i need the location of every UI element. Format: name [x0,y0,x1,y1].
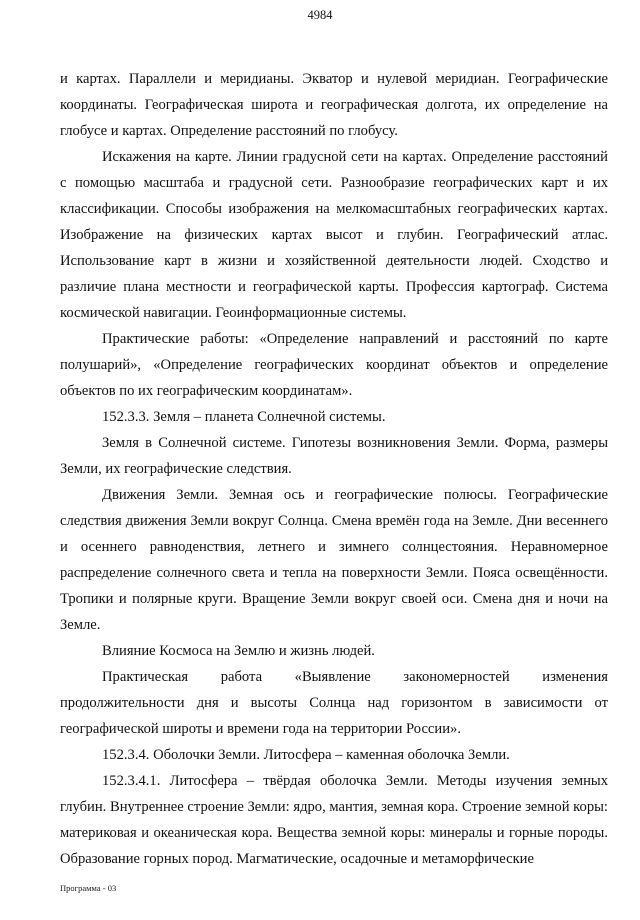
paragraph-practical-work: Практическая работа «Выявление закономерностей изменения продолжительности дня и высоты Солнца над горизонтом в зависимости от географической широты и времени года на территории России». [60,669,608,737]
footer-label: Программа - 03 [60,883,117,893]
section-heading-earth-planet: 152.3.3. Земля – планета Солнечной системы. [102,409,386,425]
paragraph-map-coordinates: и картах. Параллели и меридианы. Экватор и нулевой меридиан. Географические координаты. Географическая широта и географическая долгота, их определение на глобусе и картах. Определение расстояний по глобусу. [60,71,608,139]
paragraph-practical-works: Практические работы: «Определение направлений и расстояний по карте полушарий», «Определение географических координат объектов и определение объектов по их географическим координатам». [60,331,608,399]
paragraph-lithosphere: 152.3.4.1. Литосфера – твёрдая оболочка Земли. Методы изучения земных глубин. Внутреннее строение Земли: ядро, мантия, земная кора. Строение земной коры: материковая и океаническая кора. Вещества земной коры: минералы и горные породы. Образование горных пород. Магматические, осадочные и метаморфические [60,773,608,867]
paragraph-cosmos-influence: Влияние Космоса на Землю и жизнь людей. [102,643,375,659]
body-text [60,66,608,872]
paragraph-earth-movements: Движения Земли. Земная ось и географические полюсы. Географические следствия движения Земли вокруг Солнца. Смена времён года на Земле. Дни весеннего и осеннего равноденствия, летнего и зимнего солнцестояния. Неравномерное распределение солнечного света и тепла на поверхности Земли. Пояса освещённости. Тропики и полярные круги. Вращение Земли вокруг своей оси. Смена дня и ночи на Земле. [60,487,608,633]
paragraph-map-distortions: Искажения на карте. Линии градусной сети на картах. Определение расстояний с помощью масштаба и градусной сети. Разнообразие географических карт и их классификации. Способы изображения на мелкомасштабных географических картах. Изображение на физических картах высот и глубин. Географический атлас. Использование карт в жизни и хозяйственной деятельности людей. Сходство и различие плана местности и географической карты. Профессия картограф. Система космической навигации. Геоинформационные системы. [60,149,608,321]
paragraph-earth-solar-system: Земля в Солнечной системе. Гипотезы возникновения Земли. Форма, размеры Земли, их географические следствия. [60,435,608,477]
page-number: 4984 [307,8,333,22]
section-heading-earth-shells: 152.3.4. Оболочки Земли. Литосфера – каменная оболочка Земли. [102,747,510,763]
